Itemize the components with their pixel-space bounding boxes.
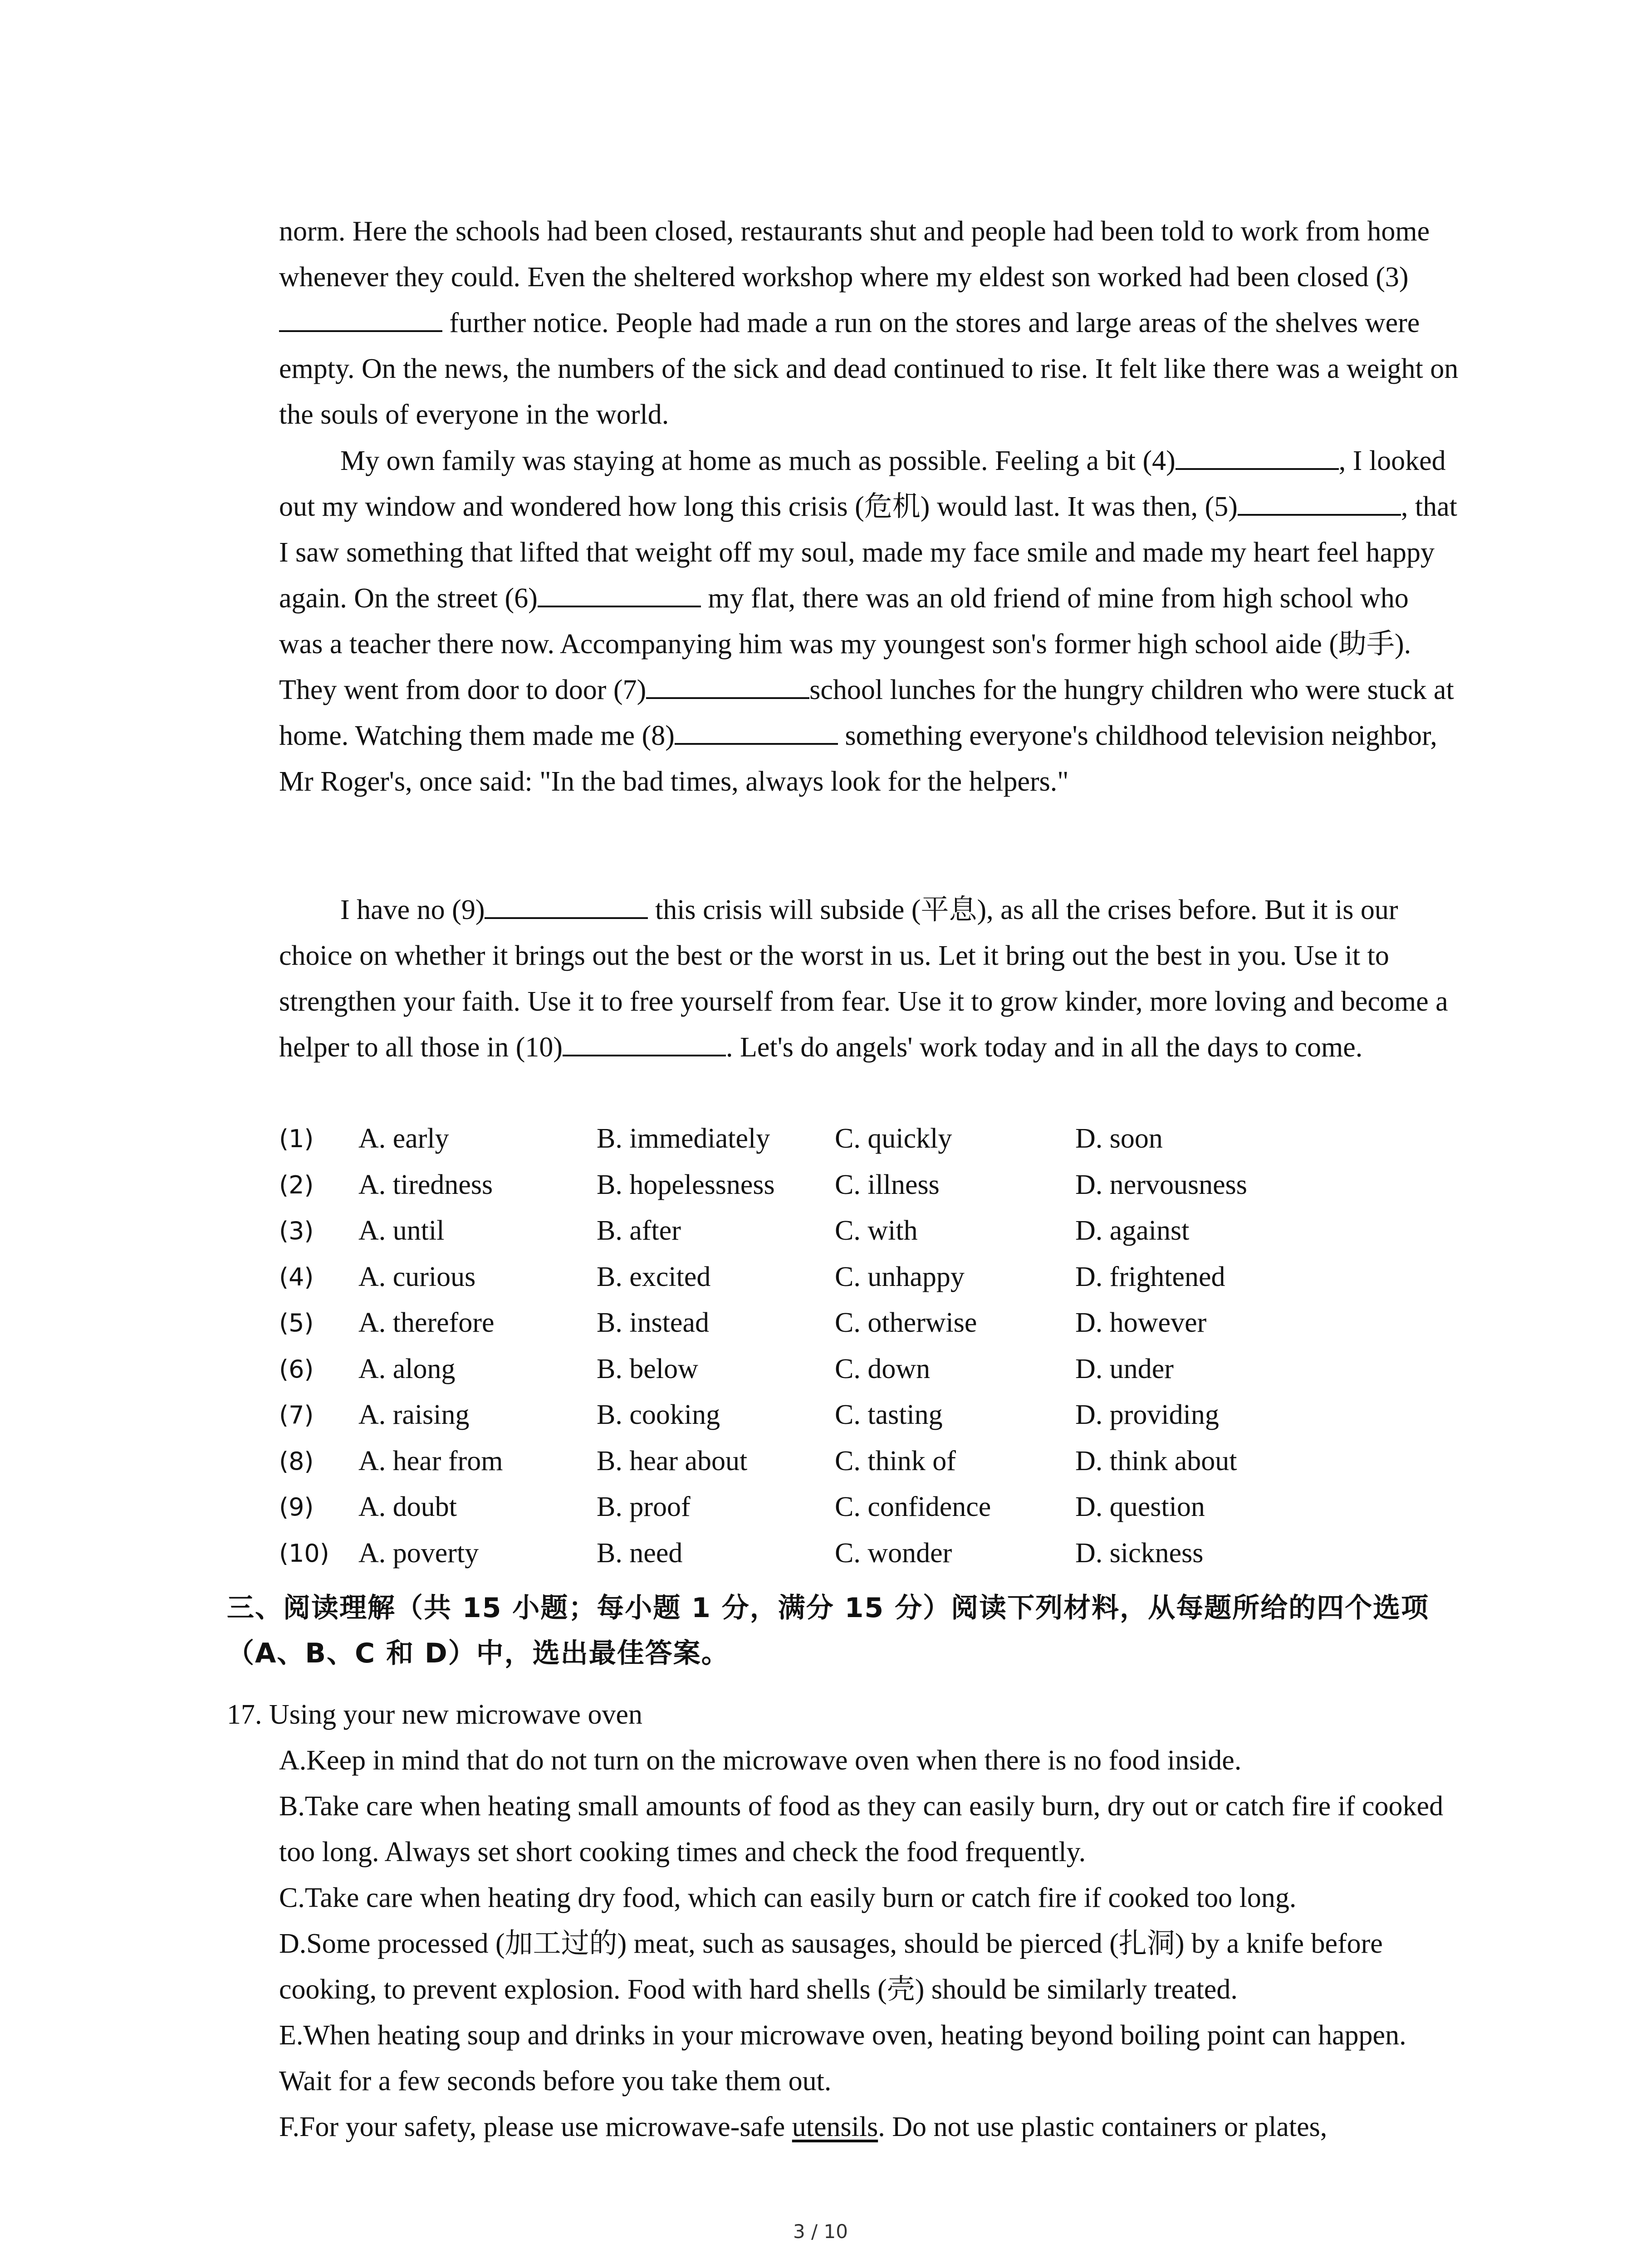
- passage-text: I have no (9): [340, 894, 485, 925]
- passage-text: school lunches for the hungry children who were stuck at home. Watching them made me (8): [279, 675, 1454, 751]
- option-d: D. frightened: [1075, 1261, 1225, 1292]
- option-d: D. providing: [1075, 1399, 1219, 1430]
- question-item: E.When heating soup and drinks in your microwave oven, heating beyond boiling point can happen. Wait for a few seconds before you take them out.: [279, 2020, 1406, 2097]
- option-number: (3): [279, 1217, 314, 1245]
- option-b: B. below: [597, 1353, 698, 1384]
- option-c: C. unhappy: [835, 1261, 965, 1292]
- option-number: (4): [279, 1262, 314, 1291]
- passage-text: my flat, there was an old friend of mine from high school who was a teacher there now. Accompanying him was my youngest son's former high school aide (助手). They went from door to door (7): [279, 583, 1411, 705]
- blank-5: [1238, 489, 1401, 516]
- option-a: A. early: [358, 1123, 449, 1154]
- blank-6: [538, 580, 701, 607]
- option-a: A. doubt: [358, 1491, 457, 1522]
- option-c: C. think of: [835, 1445, 956, 1476]
- item-text: F.For your safety, please use microwave-safe: [279, 2112, 792, 2142]
- blank-3: [279, 305, 442, 332]
- option-b: B. hopelessness: [597, 1169, 775, 1200]
- option-b: B. need: [597, 1537, 683, 1569]
- passage-paragraph-2: [279, 438, 1459, 805]
- option-c: C. quickly: [835, 1123, 952, 1154]
- passage-text: . Let's do angels' work today and in all the days to come.: [726, 1032, 1363, 1063]
- question-item: D.Some processed (加工过的) meat, such as sausages, should be pierced (扎洞) by a knife before cooking, to prevent explosion. Food with hard shells (壳) should be similarly treated.: [279, 1928, 1383, 2005]
- passage-text: further notice. People had made a run on the stores and large areas of the shelves were empty. On the news, the numbers of the sick and dead continued to rise. It felt like there was a weight on the souls of everyone in the world.: [279, 308, 1459, 430]
- section-heading: 三、阅读理解（共 15 小题；每小题 1 分，满分 15 分）阅读下列材料，从每题所给的四个选项（A、B、C 和 D）中，选出最佳答案。: [227, 1592, 1430, 1669]
- item-text: . Do not use plastic containers or plates,: [878, 2112, 1327, 2142]
- option-d: D. however: [1075, 1307, 1207, 1338]
- option-d: D. sickness: [1075, 1537, 1204, 1569]
- passage-text: this crisis will subside (平息), as all the crises before. But it is our choice on whether it brings out the best or the worst in us. Let it bring out the best in you. Use it to strengthen your faith. Use it to free yourself from fear. Use it to grow kinder, more loving and become a helper to all those in (10): [279, 894, 1448, 1063]
- option-d: D. soon: [1075, 1123, 1163, 1154]
- options-table: [279, 1116, 1459, 1576]
- blank-4: [1176, 443, 1339, 470]
- option-c: C. with: [835, 1215, 918, 1246]
- passage-paragraph-3: [279, 887, 1459, 1070]
- option-d: D. under: [1075, 1353, 1174, 1384]
- option-d: D. nervousness: [1075, 1169, 1247, 1200]
- option-a: A. hear from: [358, 1445, 503, 1476]
- question-item: B.Take care when heating small amounts of food as they can easily burn, dry out or catch fire if cooked too long. Always set short cooking times and check the food frequently.: [279, 1791, 1444, 1867]
- option-b: B. cooking: [597, 1399, 720, 1430]
- option-a: A. curious: [358, 1261, 476, 1292]
- passage-paragraph-1: [279, 209, 1459, 438]
- option-b: B. after: [597, 1215, 681, 1246]
- page-number: 3 / 10: [793, 2220, 848, 2243]
- option-number: (8): [279, 1447, 314, 1476]
- option-row: [279, 1208, 1459, 1254]
- option-c: C. wonder: [835, 1537, 952, 1569]
- option-row: [279, 1346, 1459, 1393]
- option-number: (10): [279, 1539, 329, 1568]
- option-number: (7): [279, 1401, 314, 1429]
- option-a: A. poverty: [358, 1537, 479, 1569]
- blank-9: [485, 892, 648, 919]
- blank-10: [563, 1029, 726, 1056]
- question-title: 17. Using your new microwave oven: [227, 1699, 643, 1730]
- option-d: D. question: [1075, 1491, 1205, 1522]
- option-row: [279, 1162, 1459, 1208]
- option-c: C. confidence: [835, 1491, 991, 1522]
- option-b: B. hear about: [597, 1445, 748, 1476]
- option-b: B. immediately: [597, 1123, 770, 1154]
- question-item: C.Take care when heating dry food, which can easily burn or catch fire if cooked too long.: [279, 1882, 1297, 1913]
- option-b: B. instead: [597, 1307, 709, 1338]
- question-17: [227, 1692, 1461, 2150]
- option-a: A. along: [358, 1353, 456, 1384]
- option-row: [279, 1254, 1459, 1300]
- blank-7: [646, 672, 809, 699]
- passage-text: norm. Here the schools had been closed, restaurants shut and people had been told to work from home whenever they could. Even the sheltered workshop where my eldest son worked had been closed (3): [279, 216, 1430, 293]
- option-row: [279, 1530, 1459, 1577]
- option-number: (1): [279, 1124, 314, 1153]
- passage-text: , I looked out my window and wondered how long this crisis (危机) would last. It was then, (5): [279, 445, 1446, 522]
- option-number: (9): [279, 1493, 314, 1521]
- passage-text: My own family was staying at home as much as possible. Feeling a bit (4): [340, 445, 1176, 476]
- option-number: (5): [279, 1309, 314, 1337]
- option-number: (6): [279, 1354, 314, 1383]
- option-d: D. think about: [1075, 1445, 1237, 1476]
- option-a: A. raising: [358, 1399, 470, 1430]
- passage-text: something everyone's childhood television neighbor, Mr Roger's, once said: "In the bad times, always look for the helpers.": [279, 720, 1437, 797]
- underlined-word: utensils: [792, 2112, 878, 2142]
- passage-text: , that I saw something that lifted that weight off my soul, made my face smile and made my heart feel happy again. On the street (6): [279, 491, 1457, 614]
- option-c: C. tasting: [835, 1399, 943, 1430]
- option-b: B. excited: [597, 1261, 711, 1292]
- option-c: C. illness: [835, 1169, 940, 1200]
- question-item-f: [279, 2104, 1461, 2150]
- blank-8: [675, 718, 838, 745]
- option-row: [279, 1116, 1459, 1162]
- option-a: A. until: [358, 1215, 445, 1246]
- question-item: A.Keep in mind that do not turn on the microwave oven when there is no food inside.: [279, 1745, 1242, 1776]
- option-row: [279, 1484, 1459, 1530]
- option-row: [279, 1438, 1459, 1485]
- option-c: C. otherwise: [835, 1307, 977, 1338]
- option-a: A. tiredness: [358, 1169, 493, 1200]
- option-b: B. proof: [597, 1491, 691, 1522]
- option-a: A. therefore: [358, 1307, 495, 1338]
- option-number: (2): [279, 1170, 314, 1199]
- option-row: [279, 1392, 1459, 1438]
- option-c: C. down: [835, 1353, 931, 1384]
- option-row: [279, 1300, 1459, 1346]
- option-d: D. against: [1075, 1215, 1190, 1246]
